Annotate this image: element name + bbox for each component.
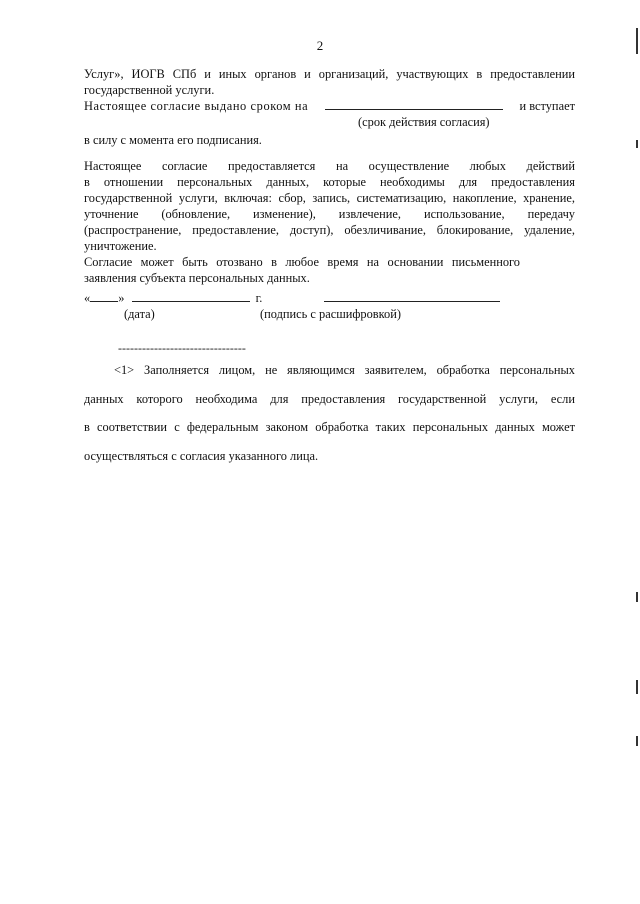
- scan-edge-mark: [636, 680, 638, 694]
- scan-edge-mark: [636, 736, 638, 746]
- scan-edge-mark: [636, 140, 638, 148]
- text-line: заявления субъекта персональных данных.: [84, 271, 310, 285]
- text-line: в силу с момента его подписания.: [84, 133, 262, 147]
- text-line: государственной услуги, включая: сбор, запись, систематизацию, накопление, хранение,: [84, 191, 575, 205]
- page-number: 2: [316, 38, 324, 53]
- scan-edge-mark: [636, 592, 638, 602]
- day-blank-field[interactable]: [90, 290, 118, 302]
- footnote-separator: --------------------------------: [118, 341, 246, 355]
- date-close-quote: »: [118, 291, 125, 305]
- footnote-line: <1> Заполняется лицом, не являющимся заявителем, обработка персональных: [114, 363, 575, 378]
- consent-scope-paragraph: [84, 158, 575, 286]
- text-line: (распространение, предоставление, доступ), обезличивание, блокирование, удаление,: [84, 223, 575, 237]
- term-line: [84, 98, 575, 114]
- date-caption: (дата): [124, 307, 155, 321]
- footnote-line: данных которого необходима для предоставления государственной услуги, если: [84, 391, 575, 406]
- term-suffix: и вступает: [519, 99, 575, 113]
- text-line: в отношении персональных данных, которые необходимы для предоставления: [84, 175, 575, 189]
- scan-edge-mark: [636, 28, 638, 54]
- year-suffix: г.: [255, 291, 263, 305]
- date-open-quote: «: [84, 291, 91, 305]
- term-prefix: Настоящее согласие выдано сроком на: [84, 99, 309, 113]
- text-line: Настоящее согласие предоставляется на осуществление любых действий: [84, 159, 575, 173]
- signature-blank-field[interactable]: [324, 290, 500, 302]
- text-line: Согласие может быть отозвано в любое время на основании письменного: [84, 255, 520, 269]
- term-blank-field[interactable]: [325, 98, 503, 110]
- signature-line: [84, 290, 584, 306]
- signature-caption: (подпись с расшифровкой): [260, 307, 401, 321]
- text-line: уничтожение.: [84, 239, 157, 253]
- text-line: государственной услуги.: [84, 83, 215, 97]
- signature-captions: [84, 306, 584, 322]
- text-line: Услуг», ИОГВ СПб и иных органов и организаций, участвующих в предоставлении: [84, 67, 575, 81]
- text-line: уточнение (обновление, изменение), извлечение, использование, передачу: [84, 207, 575, 221]
- month-blank-field[interactable]: [132, 290, 250, 302]
- footnote-line: в соответствии с федеральным законом обработка таких персональных данных может: [84, 420, 575, 435]
- footnote-line: осуществляться с согласия указанного лица.: [84, 448, 319, 463]
- footnote: [84, 350, 575, 476]
- signature-block: [84, 290, 584, 322]
- term-caption: (срок действия согласия): [358, 115, 490, 129]
- consent-term-paragraph: [84, 66, 575, 148]
